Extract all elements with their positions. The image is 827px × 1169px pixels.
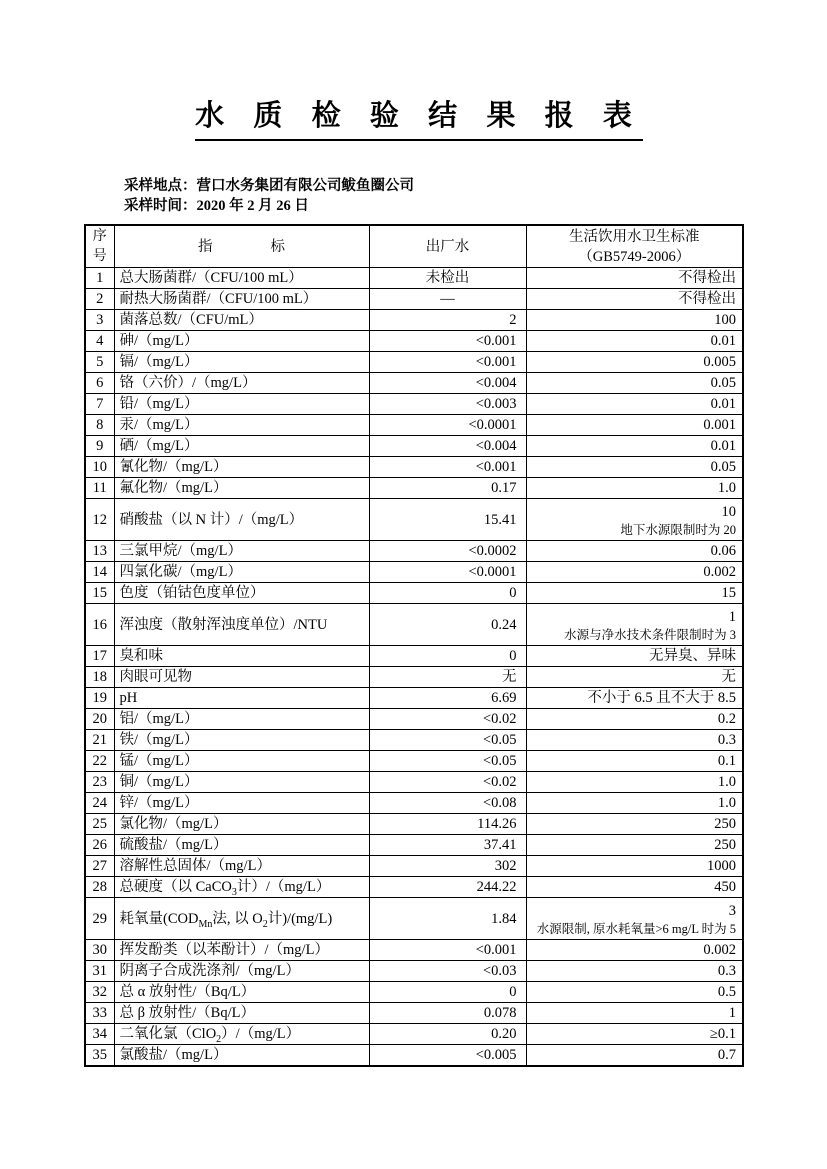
indicator-label: 氰化物/（mg/L） (114, 457, 369, 478)
table-row (85, 478, 743, 499)
row-no: 14 (85, 562, 114, 583)
standard-value: 不小于 6.5 且不大于 8.5 (526, 688, 743, 709)
row-no: 30 (85, 940, 114, 961)
outflow-value: <0.05 (369, 730, 526, 751)
table-row (85, 793, 743, 814)
standard-header-line2: （GB5749-2006） (578, 248, 691, 265)
standard-limit: 10 (721, 503, 736, 520)
indicator-label: 铜/（mg/L） (114, 772, 369, 793)
standard-value: 0.002 (526, 562, 743, 583)
row-no: 4 (85, 331, 114, 352)
table-row (85, 268, 743, 289)
indicator-label: 铝/（mg/L） (114, 709, 369, 730)
indicator-label: 硫酸盐/（mg/L） (114, 835, 369, 856)
header-row (85, 225, 743, 268)
standard-limit: 1 (728, 608, 736, 625)
row-no: 6 (85, 373, 114, 394)
outflow-value: <0.02 (369, 709, 526, 730)
outflow-value: <0.001 (369, 331, 526, 352)
standard-value (526, 604, 743, 646)
row-no: 27 (85, 856, 114, 877)
row-no: 11 (85, 478, 114, 499)
table-row (85, 688, 743, 709)
row-no: 29 (85, 898, 114, 940)
row-no: 13 (85, 541, 114, 562)
indicator-label: 镉/（mg/L） (114, 352, 369, 373)
standard-value: 0.01 (526, 436, 743, 457)
indicator-label: 四氯化碳/（mg/L） (114, 562, 369, 583)
indicator-label: 耗氧量($COD_{Mn}$法, 以 $O_2$计)/(mg/L) (114, 898, 369, 940)
standard-value: 1 (526, 1003, 743, 1024)
standard-value: 100 (526, 310, 743, 331)
outflow-value: <0.05 (369, 751, 526, 772)
standard-value: 0.01 (526, 331, 743, 352)
outflow-value: 无 (369, 667, 526, 688)
outflow-value: 0 (369, 982, 526, 1003)
indicator-label: 砷/（mg/L） (114, 331, 369, 352)
table-row (85, 352, 743, 373)
table-row (85, 940, 743, 961)
standard-value: 15 (526, 583, 743, 604)
indicator-label: 总 β 放射性/（Bq/L） (114, 1003, 369, 1024)
indicator-label: 铬（六价）/（mg/L） (114, 373, 369, 394)
row-no: 18 (85, 667, 114, 688)
row-no: 12 (85, 499, 114, 541)
outflow-value: <0.02 (369, 772, 526, 793)
row-no: 33 (85, 1003, 114, 1024)
standard-value: 1000 (526, 856, 743, 877)
table-row (85, 772, 743, 793)
row-no: 19 (85, 688, 114, 709)
col-header-standard (526, 225, 743, 268)
row-no: 21 (85, 730, 114, 751)
outflow-value: <0.001 (369, 457, 526, 478)
standard-limit: 3 (728, 902, 736, 919)
table-row (85, 604, 743, 646)
row-no: 25 (85, 814, 114, 835)
row-no: 15 (85, 583, 114, 604)
table-row (85, 646, 743, 667)
row-no: 20 (85, 709, 114, 730)
page-title: 水 质 检 验 结 果 报 表 (195, 93, 643, 141)
row-no: 23 (85, 772, 114, 793)
indicator-label: 汞/（mg/L） (114, 415, 369, 436)
row-no: 3 (85, 310, 114, 331)
standard-value: 250 (526, 814, 743, 835)
indicator-label: 三氯甲烷/（mg/L） (114, 541, 369, 562)
table-row (85, 856, 743, 877)
indicator-label: 氯酸盐/（mg/L） (114, 1045, 369, 1067)
outflow-value: <0.001 (369, 352, 526, 373)
indicator-label: 总硬度（以 CaCO$_3$计）/（mg/L） (114, 877, 369, 898)
results-table (84, 224, 744, 1067)
standard-value: 250 (526, 835, 743, 856)
row-no: 32 (85, 982, 114, 1003)
standard-value: 无 (526, 667, 743, 688)
standard-value: 0.05 (526, 457, 743, 478)
outflow-value: <0.003 (369, 394, 526, 415)
outflow-value: 2 (369, 310, 526, 331)
indicator-label: 氟化物/（mg/L） (114, 478, 369, 499)
sample-time: 采样时间：2020 年 2 月 26 日 (124, 198, 309, 214)
standard-note: 水源与净水技术条件限制时为 3 (564, 627, 736, 642)
outflow-value: 0.20 (369, 1024, 526, 1045)
indicator-label: 耐热大肠菌群/（CFU/100 mL） (114, 289, 369, 310)
table-row (85, 331, 743, 352)
table-row (85, 1024, 743, 1045)
standard-value: 0.2 (526, 709, 743, 730)
row-no: 34 (85, 1024, 114, 1045)
row-no: 22 (85, 751, 114, 772)
row-no: 7 (85, 394, 114, 415)
table-row (85, 373, 743, 394)
indicator-label: 挥发酚类（以苯酚计）/（mg/L） (114, 940, 369, 961)
standard-value: ≥0.1 (526, 1024, 743, 1045)
outflow-value: 37.41 (369, 835, 526, 856)
outflow-value: <0.0002 (369, 541, 526, 562)
row-no: 24 (85, 793, 114, 814)
row-no: 2 (85, 289, 114, 310)
indicator-label: 锌/（mg/L） (114, 793, 369, 814)
indicator-label: 浑浊度（散射浑浊度单位）/NTU (114, 604, 369, 646)
standard-value: 0.01 (526, 394, 743, 415)
table-row (85, 982, 743, 1003)
table-row (85, 310, 743, 331)
outflow-value: 0 (369, 646, 526, 667)
indicator-label: 溶解性总固体/（mg/L） (114, 856, 369, 877)
indicator-label: 氯化物/（mg/L） (114, 814, 369, 835)
indicator-label: 总大肠菌群/（CFU/100 mL） (114, 268, 369, 289)
standard-value: 0.05 (526, 373, 743, 394)
indicator-label: 锰/（mg/L） (114, 751, 369, 772)
table-row (85, 751, 743, 772)
row-no: 31 (85, 961, 114, 982)
outflow-value: 0 (369, 583, 526, 604)
standard-value: 0.5 (526, 982, 743, 1003)
outflow-value: 0.17 (369, 478, 526, 499)
table-row (85, 289, 743, 310)
table-row (85, 667, 743, 688)
standard-value: 0.3 (526, 961, 743, 982)
outflow-value: <0.004 (369, 436, 526, 457)
outflow-value: 0.078 (369, 1003, 526, 1024)
standard-value: 1.0 (526, 793, 743, 814)
standard-value: 无异臭、异味 (526, 646, 743, 667)
outflow-value: <0.0001 (369, 562, 526, 583)
table-row (85, 814, 743, 835)
row-no: 8 (85, 415, 114, 436)
standard-header-line1: 生活饮用水卫生标准 (569, 228, 700, 245)
standard-value: 0.002 (526, 940, 743, 961)
row-no: 5 (85, 352, 114, 373)
table-body (85, 268, 743, 1067)
indicator-label: 二氧化氯（ClO$_2$）/（mg/L） (114, 1024, 369, 1045)
outflow-value: 244.22 (369, 877, 526, 898)
outflow-value: 15.41 (369, 499, 526, 541)
outflow-value: 6.69 (369, 688, 526, 709)
table-row (85, 541, 743, 562)
col-header-no: 序号 (85, 225, 114, 268)
standard-value (526, 898, 743, 940)
table-row (85, 730, 743, 751)
indicator-label: pH (114, 688, 369, 709)
indicator-label: 色度（铂钴色度单位） (114, 583, 369, 604)
standard-value: 0.001 (526, 415, 743, 436)
standard-note: 地下水源限制时为 20 (620, 522, 736, 537)
outflow-value: 0.24 (369, 604, 526, 646)
indicator-label: 硝酸盐（以 N 计）/（mg/L） (114, 499, 369, 541)
outflow-value: 302 (369, 856, 526, 877)
row-no: 10 (85, 457, 114, 478)
standard-value: 0.3 (526, 730, 743, 751)
standard-value: 0.005 (526, 352, 743, 373)
sample-meta (124, 176, 414, 216)
col-header-outflow: 出厂水 (369, 225, 526, 268)
table-row (85, 436, 743, 457)
indicator-label: 硒/（mg/L） (114, 436, 369, 457)
table-row (85, 457, 743, 478)
table-row (85, 961, 743, 982)
outflow-value: 1.84 (369, 898, 526, 940)
row-no: 9 (85, 436, 114, 457)
table-row (85, 835, 743, 856)
row-no: 26 (85, 835, 114, 856)
outflow-value: <0.005 (369, 1045, 526, 1067)
table-row (85, 709, 743, 730)
outflow-value: <0.004 (369, 373, 526, 394)
table-row (85, 1003, 743, 1024)
row-no: 35 (85, 1045, 114, 1067)
indicator-label: 菌落总数/（CFU/mL） (114, 310, 369, 331)
standard-value: 不得检出 (526, 268, 743, 289)
col-header-indicator: 指 标 (114, 225, 369, 268)
standard-value: 0.06 (526, 541, 743, 562)
title-block (0, 93, 827, 141)
standard-value: 450 (526, 877, 743, 898)
table-row (85, 583, 743, 604)
indicator-label: 臭和味 (114, 646, 369, 667)
standard-value: 0.7 (526, 1045, 743, 1067)
standard-value: 0.1 (526, 751, 743, 772)
indicator-label: 肉眼可见物 (114, 667, 369, 688)
outflow-value: 114.26 (369, 814, 526, 835)
standard-value: 1.0 (526, 772, 743, 793)
standard-value (526, 499, 743, 541)
row-no: 17 (85, 646, 114, 667)
table-row (85, 562, 743, 583)
indicator-label: 总 α 放射性/（Bq/L） (114, 982, 369, 1003)
outflow-value: <0.03 (369, 961, 526, 982)
outflow-value: <0.08 (369, 793, 526, 814)
standard-value: 1.0 (526, 478, 743, 499)
row-no: 28 (85, 877, 114, 898)
row-no: 16 (85, 604, 114, 646)
row-no: 1 (85, 268, 114, 289)
outflow-value: <0.001 (369, 940, 526, 961)
table-row (85, 394, 743, 415)
table-row (85, 898, 743, 940)
table-row (85, 415, 743, 436)
indicator-label: 阴离子合成洗涤剂/（mg/L） (114, 961, 369, 982)
outflow-value: <0.0001 (369, 415, 526, 436)
standard-note: 水源限制, 原水耗氧量>6 mg/L 时为 5 (536, 921, 736, 936)
outflow-value: — (369, 289, 526, 310)
indicator-label: 铅/（mg/L） (114, 394, 369, 415)
sample-location: 采样地点：营口水务集团有限公司鲅鱼圈公司 (124, 178, 414, 194)
table-row (85, 1045, 743, 1067)
outflow-value: 未检出 (369, 268, 526, 289)
table-row (85, 877, 743, 898)
standard-value: 不得检出 (526, 289, 743, 310)
indicator-label: 铁/（mg/L） (114, 730, 369, 751)
table-row (85, 499, 743, 541)
